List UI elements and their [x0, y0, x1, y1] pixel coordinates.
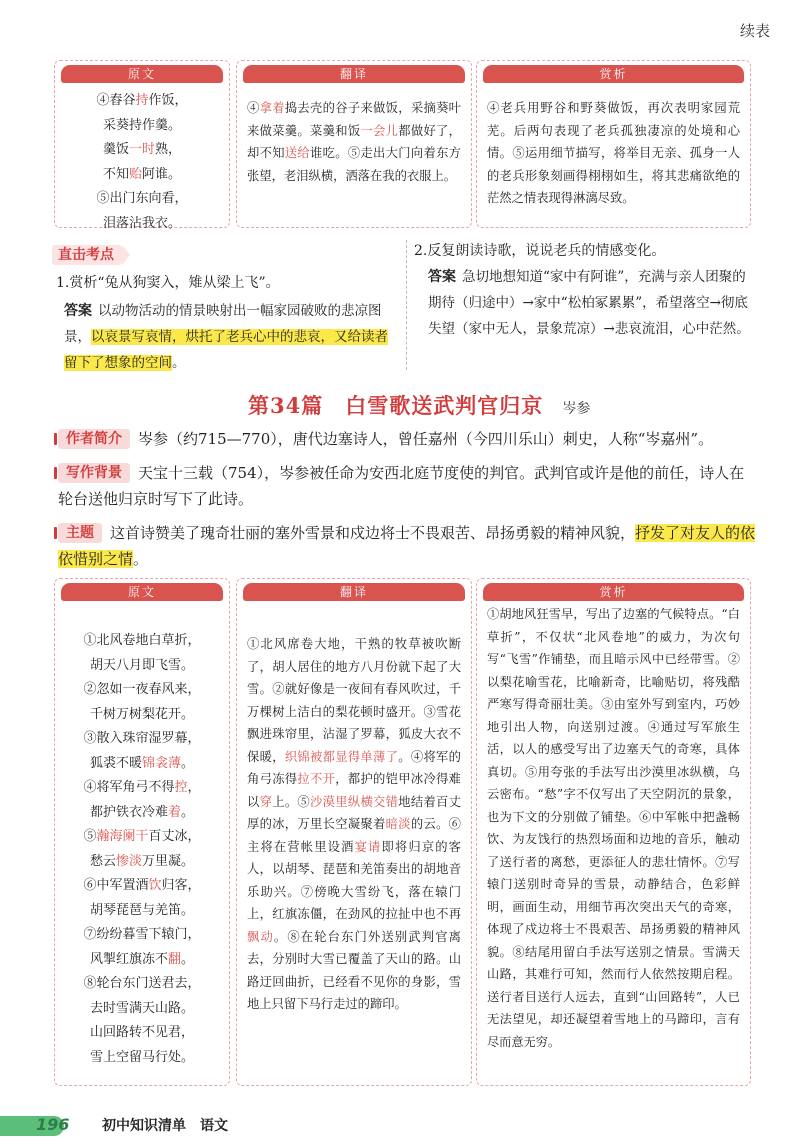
author-intro: 作者简介 岑参（约715—770），唐代边塞诗人，曾任嘉州（今四川乐山）刺史，人称“岑嘉州”。 — [58, 426, 758, 452]
bottom-poem — [65, 629, 219, 1070]
poem-line: 胡天八月即飞雪。 — [89, 657, 194, 673]
poem-line: 千树万树梨花开。 — [89, 706, 194, 722]
poem-line: 泪落沾我衣。 — [102, 215, 181, 231]
poem-line: 风掣红旗冻不翻。 — [89, 951, 195, 967]
bottom-analysis-column — [476, 578, 751, 1086]
page-number: 196 — [36, 1115, 70, 1134]
continued-label: 续表 — [739, 22, 770, 40]
answer-2: 答案 急切地想知道“家中有阿谁”，充满与亲人团聚的期待（归途中）→家中“松柏冢累累”，希望落空→彻底失望（家中无人，景象荒凉）→悲哀流泪，心中茫然。 — [428, 269, 750, 337]
question-1: 1.赏析“兔从狗窦入，雉从梁上飞”。 — [56, 275, 280, 291]
article-title — [248, 390, 590, 420]
top-analysis-column — [476, 60, 751, 228]
answer-1: 答案 以动物活动的情景映射出一幅家园破败的悲凉图景，以哀景写哀情，烘托了老兵心中的悲哀，又给读者留下了想象的空间。 — [64, 303, 388, 371]
top-translation-column — [236, 60, 472, 228]
article-author: 岑参 — [562, 401, 591, 417]
poem-line: 采葵持作羹。 — [102, 117, 181, 133]
poem-line: 狐裘不暖锦衾薄。 — [89, 755, 195, 771]
exam-points-tag: 直击考点 — [52, 244, 130, 265]
author-intro-label: 作者简介 — [58, 429, 130, 449]
writing-background-label: 写作背景 — [58, 463, 130, 483]
theme-highlight: 抒发了对友人的依依惜别之情 — [58, 524, 756, 568]
poem-line: ⑦纷纷暮雪下辕门， — [83, 927, 201, 942]
writing-background: 写作背景 天宝十三载（754），岑参被任命为安西北庭节度使的判官。武判官或许是他的前任，诗人在轮台送他归京时写下了此诗。 — [58, 464, 745, 508]
poem-line: 雪上空留马行处。 — [89, 1049, 194, 1065]
question-2: 2.反复朗读诗歌，说说老兵的情感变化。 — [414, 243, 666, 259]
top-translation-header: 翻译 — [243, 65, 465, 83]
theme: 主题 这首诗赞美了瑰奇壮丽的塞外雪景和戍边将士不畏艰苦、昂扬勇毅的精神风貌，抒发了对友人的依依惜别之情。 — [58, 524, 756, 568]
poem-line: ④舂谷持作饭， — [96, 93, 188, 108]
answer-1-highlight: 以哀景写哀情，烘托了老兵心中的悲哀，又给读者留下了想象的空间 — [64, 329, 388, 371]
poem-line: ③散入珠帘湿罗幕， — [83, 731, 201, 746]
poem-line: 山回路转不见君， — [89, 1025, 194, 1040]
poem-line: ⑤瀚海阑干百丈冰， — [83, 829, 201, 844]
poem-line: 胡琴琵琶与羌笛。 — [89, 902, 194, 918]
footer-book-title: 初中知识清单 语文 — [102, 1118, 228, 1134]
poem-line: 都护铁衣冷难着。 — [89, 804, 195, 820]
bottom-analysis-header: 赏析 — [483, 583, 744, 601]
poem-line: ⑤出门东向看， — [96, 191, 188, 206]
poem-line: 羹饭一时熟， — [102, 142, 182, 157]
top-analysis-header: 赏析 — [483, 65, 744, 83]
bottom-translation-header: 翻译 — [243, 583, 465, 601]
poem-line: 去时雪满天山路。 — [89, 1000, 194, 1016]
qa-divider — [406, 240, 407, 370]
top-original-header: 原文 — [61, 65, 223, 83]
top-original-column — [54, 60, 230, 231]
top-translation-text: ④拿着捣去壳的谷子来做饭，采摘葵叶来做菜羹。菜羹和饭一会儿都做好了，却不知送给谁吃。⑤走出大门向着东方张望，老泪纵横，洒落在我的衣服上。 — [247, 101, 461, 183]
top-analysis-text: ④老兵用野谷和野葵做饭，再次表明家园荒芜。后两句表现了老兵孤独凄凉的处境和心情。⑤运用细节描写，将举目无亲、孤身一人的老兵形象刻画得栩栩如生，将其悲痛欲绝的茫然之情表现得淋漓尽致。 — [487, 101, 740, 205]
poem-line: ⑥中军置酒饮归客， — [83, 878, 201, 893]
answer-2-label: 答案 — [428, 269, 456, 285]
poem-line: 不知贻阿谁。 — [102, 166, 182, 182]
poem-line: ④将军角弓不得控， — [83, 780, 201, 795]
article-title-main: 第34篇 白雪歌送武判官归京 — [248, 393, 544, 418]
top-poem — [65, 89, 219, 236]
bottom-original-header: 原文 — [61, 583, 223, 601]
bottom-translation-text: ①北风席卷大地，干熟的牧草被吹断了，胡人居住的地方八月份就下起了大雪。②就好像是一夜间有春风吹过，千万棵树上洁白的梨花顿时盛开。③雪花飘进珠帘里，沾湿了罗幕，狐皮大衣不保暖，织锦被都显得单薄了。④将军的角弓冻得拉不开，都护的铠甲冰冷得难以穿上。⑤沙漠里纵横交错地结着百丈厚的冰，万里长空凝聚着暗淡的云。⑥主将在营帐里设酒宴请即将归京的客人，以胡琴、琵琶和羌笛奏出的胡地音乐助兴。⑦傍晚大雪纷飞，落在辕门上，红旗冻僵，在劲风的拉扯中也不再飘动。⑧在轮台东门外送别武判官离去，分别时大雪已覆盖了天山的路。山路迂回曲折，已经看不见你的身影，雪地上只留下马行走过的蹄印。 — [247, 637, 461, 1011]
bottom-analysis-text: ①胡地风狂雪早，写出了边塞的气候特点。“白草折”，不仅状“北风卷地”的威力，为次句写“飞雪”作铺垫，而且暗示风中已经带雪。②以梨花喻雪花，比喻新奇，比喻贴切，将残酷严寒写得奇丽壮美。③由室外写到室内，巧妙地引出人物，向送别过渡。④通过写军旅生活，以人的感受写出了边塞天气的奇寒，具体真切。⑤用夸张的手法写出沙漠里冰纵横，乌云密布。“愁”字不仅写出了天空阴沉的景象，也为下文的分别做了铺垫。⑥中军帐中把盏畅饮、为友饯行的热烈场面和边地的音乐，触动了送行者的离愁，更添征人的悲壮情怀。⑦写辕门送别时奇异的雪景，动静结合，色彩鲜明，画面生动，用细节再次突出天气的奇寒，体现了戍边将士不畏艰苦、昂扬勇毅的精神风貌。⑧结尾用留白手法写送别之情景。雪满天山路，其难行可知，然而行人依然按期启程。送行者目送行人远去，直到“山回路转”，人已无法望见，却还凝望着雪地上的马蹄印，言有尽而意无穷。 — [487, 607, 740, 1049]
poem-line: 愁云惨淡万里凝。 — [89, 853, 195, 869]
answer-1-label: 答案 — [64, 303, 92, 319]
bottom-original-column — [54, 578, 230, 1086]
theme-label: 主题 — [58, 523, 102, 543]
poem-line: ①北风卷地白草折， — [83, 633, 201, 648]
poem-line: ②忽如一夜春风来， — [83, 682, 201, 697]
bottom-translation-column — [236, 578, 472, 1086]
poem-line: ⑧轮台东门送君去， — [83, 976, 201, 991]
